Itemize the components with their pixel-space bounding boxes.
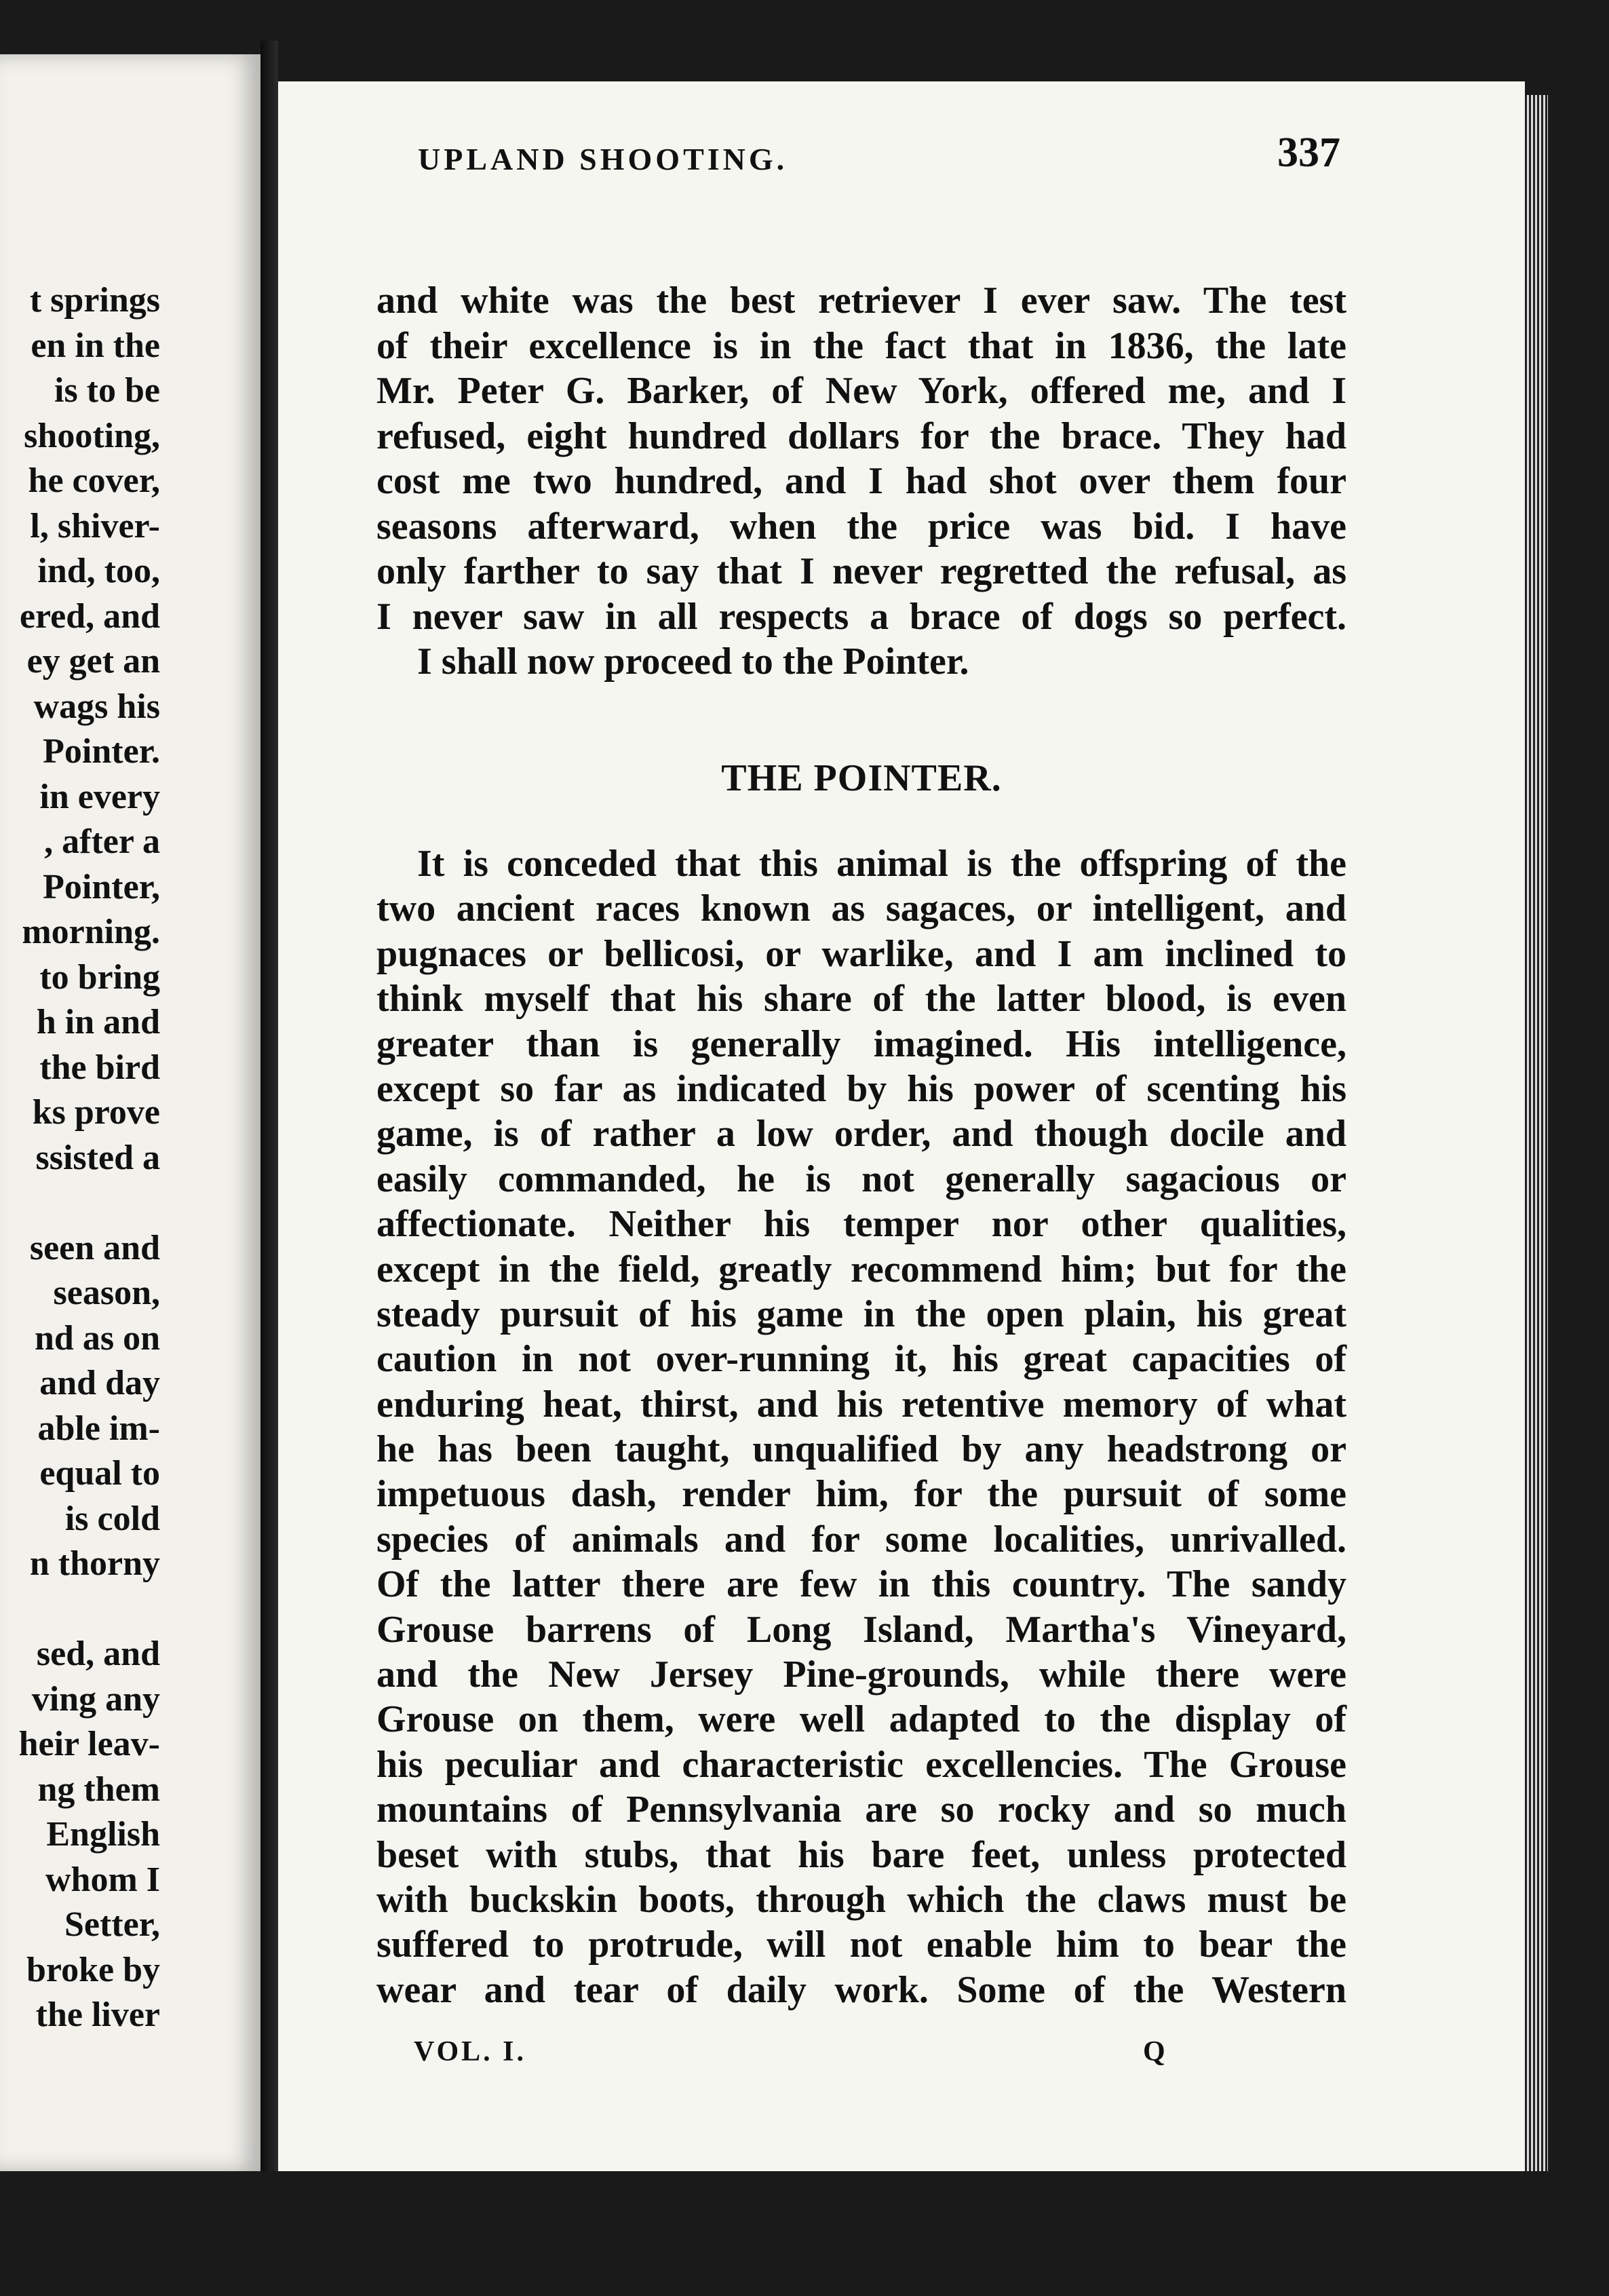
left-text-line: heir leav- <box>18 1725 160 1763</box>
left-page-text <box>0 278 160 2038</box>
text-line: impetuous dash, render him, for the pursuit of some <box>376 1473 1346 1516</box>
text-line: seasons afterward, when the price was bid. I have <box>376 505 1346 548</box>
text-line: think myself that his share of the latter blood, is even <box>376 978 1346 1020</box>
left-text-line: en in the <box>31 326 160 365</box>
text-line: two ancient races known as sagaces, or intelligent, and <box>376 887 1346 930</box>
left-text-line: Pointer, <box>43 867 160 906</box>
left-text-line: sed, and <box>36 1634 160 1673</box>
text-line: greater than is generally imagined. His intelligence, <box>376 1022 1346 1065</box>
left-text-line: the liver <box>35 1995 160 2034</box>
left-text-line: is cold <box>64 1499 160 1538</box>
left-text-line: h in and <box>36 1003 160 1041</box>
text-line: enduring heat, thirst, and his retentive memory of what <box>376 1383 1346 1426</box>
left-text-line: t springs <box>29 281 160 320</box>
page-footer <box>376 2035 1346 2083</box>
left-text-line: to bring <box>39 957 160 997</box>
left-text-line: and day <box>39 1364 160 1402</box>
text-line: he has been taught, unqualified by any headstrong or <box>376 1428 1346 1471</box>
book-gutter <box>260 41 278 2171</box>
left-text-line: n thorny <box>29 1544 160 1583</box>
text-line: It is conceded that this animal is the offspring of the <box>417 843 1346 885</box>
text-line: mountains of Pennsylvania are so rocky and so much <box>376 1788 1346 1831</box>
left-text-line: ks prove <box>32 1093 160 1132</box>
left-text-line: morning. <box>22 913 160 951</box>
left-text-line: the bird <box>39 1048 160 1087</box>
page-edges <box>1525 95 1548 2171</box>
text-line: Grouse on them, were well adapted to the display of <box>376 1698 1346 1741</box>
text-line: except so far as indicated by his power of scenting his <box>376 1067 1346 1110</box>
text-line: steady pursuit of his game in the open plain, his great <box>376 1293 1346 1335</box>
paragraph-pointer <box>376 841 1346 2012</box>
left-text-line: , after a <box>44 822 160 861</box>
left-text-line: Pointer. <box>43 732 160 771</box>
text-line: suffered to protrude, will not enable him to bear the <box>376 1924 1346 1966</box>
left-text-line: English <box>46 1815 160 1854</box>
left-text-line: equal to <box>39 1454 160 1493</box>
left-text-line: shooting, <box>24 416 160 455</box>
text-line: of their excellence is in the fact that in 1836, the late <box>376 324 1346 367</box>
left-text-line: ind, too, <box>37 552 160 590</box>
text-line: affectionate. Neither his temper nor other qualities, <box>376 1203 1346 1246</box>
text-line: refused, eight hundred dollars for the brace. They had <box>376 415 1346 457</box>
page-header <box>418 129 1340 197</box>
left-text-line: he cover, <box>28 461 160 500</box>
left-text-line <box>0 1181 160 1226</box>
paragraph-pointer-intro: I shall now proceed to the Pointer. <box>417 640 969 683</box>
text-line: pugnaces or bellicosi, or warlike, and I am inclined to <box>376 932 1346 975</box>
text-line: and white was the best retriever I ever saw. The test <box>376 280 1346 322</box>
left-text-line: ered, and <box>19 596 160 636</box>
running-head: UPLAND SHOOTING. <box>418 142 788 176</box>
left-text-line: broke by <box>26 1950 160 1989</box>
left-text-line: Setter, <box>64 1905 160 1944</box>
left-text-line: ng them <box>37 1769 160 1809</box>
text-line: and the New Jersey Pine-grounds, while there were <box>376 1653 1346 1696</box>
text-line: I never saw in all respects a brace of dogs so perfect. <box>376 595 1346 638</box>
text-line: beset with stubs, that his bare feet, unless protected <box>376 1833 1346 1876</box>
text-line: Mr. Peter G. Barker, of New York, offered me, and I <box>376 370 1346 412</box>
text-line: only farther to say that I never regretted the refusal, as <box>376 550 1346 592</box>
left-text-line: able im- <box>37 1409 160 1448</box>
left-text-line: wags his <box>33 687 160 726</box>
text-line: his peculiar and characteristic excellencies. The Grouse <box>376 1743 1346 1786</box>
left-text-line: ey get an <box>26 642 160 681</box>
left-text-line: season, <box>53 1274 160 1312</box>
text-line: except in the field, greatly recommend him; but for the <box>376 1248 1346 1290</box>
text-line: Of the latter there are few in this country. The sandy <box>376 1563 1346 1606</box>
volume-label: VOL. I. <box>414 2036 527 2067</box>
text-line: Grouse barrens of Long Island, Martha's Vineyard, <box>376 1608 1346 1651</box>
left-text-line: ving any <box>31 1679 160 1719</box>
signature-mark: Q <box>1143 2036 1165 2067</box>
text-line: easily commanded, he is not generally sagacious or <box>376 1157 1346 1200</box>
text-line: caution in not over-running it, his great capacities of <box>376 1338 1346 1381</box>
paragraph-retriever <box>376 278 1346 685</box>
section-title: THE POINTER. <box>721 757 1002 799</box>
left-text-line: is to be <box>54 371 160 410</box>
left-text-line: ssisted a <box>35 1138 160 1177</box>
left-text-line: nd as on <box>35 1318 160 1358</box>
text-line: with buckskin boots, through which the claws must be <box>376 1878 1346 1921</box>
page-number: 337 <box>1277 130 1340 176</box>
left-text-line: seen and <box>29 1228 160 1267</box>
left-page <box>0 54 260 2171</box>
text-line: game, is of rather a low order, and though docile and <box>376 1113 1346 1155</box>
left-text-line <box>0 1587 160 1632</box>
left-text-line: in every <box>39 777 160 816</box>
text-line: wear and tear of daily work. Some of the Western <box>376 1968 1346 2011</box>
text-line: cost me two hundred, and I had shot over them four <box>376 460 1346 502</box>
text-line: species of animals and for some localities, unrivalled. <box>376 1518 1346 1561</box>
left-text-line: whom I <box>45 1860 160 1899</box>
left-text-line: l, shiver- <box>30 506 160 546</box>
